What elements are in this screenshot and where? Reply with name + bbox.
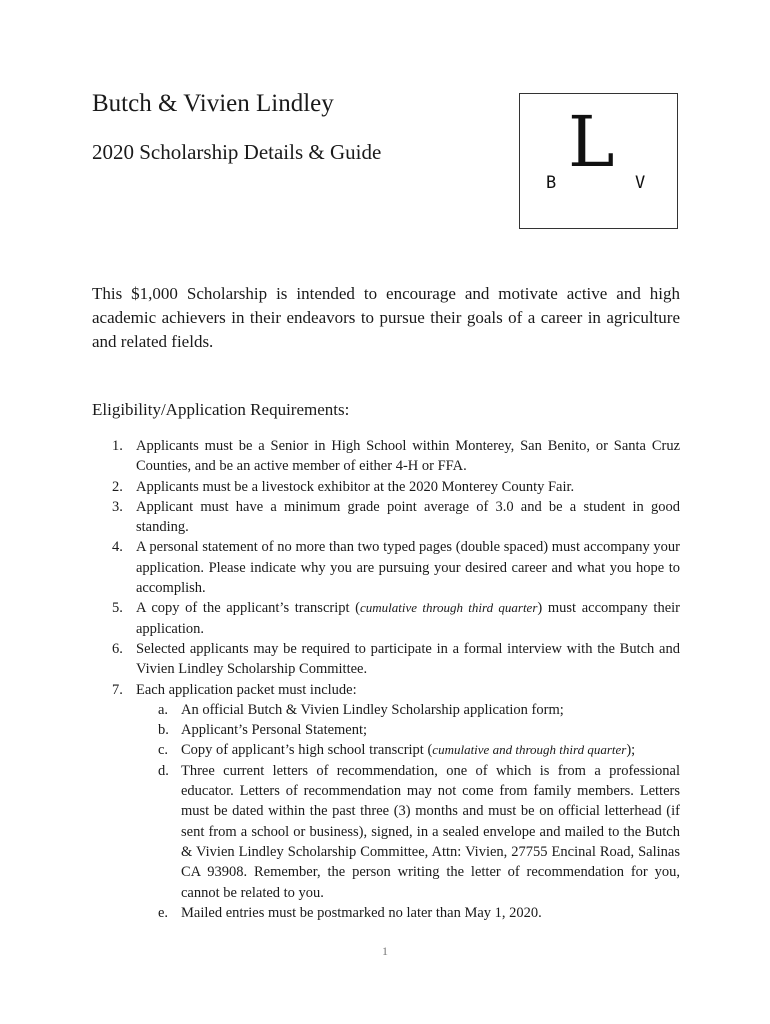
packet-text-after: ); [626, 742, 636, 759]
requirement-text: Each application packet must include: [136, 681, 357, 698]
page-number: 1 [382, 944, 388, 958]
requirement-text: Applicants must be a Senior in High School within Monterey, San Benito, or Santa Cruz Counties, and be an active member of either 4-H or FFA. [136, 438, 680, 475]
requirement-item [92, 497, 680, 538]
packet-text: An official Butch & Vivien Lindley Scholarship application form; [181, 701, 564, 718]
requirement-item [92, 477, 680, 497]
requirement-text: Applicant must have a minimum grade point average of 3.0 and be a student in good standing. [136, 498, 680, 536]
packet-letter: e. [158, 904, 169, 921]
requirement-number: 2. [112, 478, 123, 495]
packet-text: Applicant’s Personal Statement; [181, 722, 368, 739]
requirement-text-after: ) must accompany their application. [136, 600, 680, 637]
packet-item [92, 740, 680, 760]
packet-text: Three current letters of recommendation, one of which is from a professional educator. Letters of recommendation may not come from family members. Letters must be dated within the past three (3) months and must be on official letterhead (if sent from a school or business), signed, in a sealed envelope and mailed to the Butch & Vivien Lindley Scholarship Committee, Attn: Vivien, 27755 Encinal Road, Salinas CA 93908. Remember, the person writing the letter of recommendation for you, cannot be related to you. [181, 762, 680, 901]
requirement-text: A personal statement of no more than two typed pages (double spaced) must accompany your application. Please indicate why you are pursuing your desired career and what you hope to accomplish. [136, 539, 680, 597]
requirement-number: 5. [112, 600, 123, 617]
intro-paragraph: This $1,000 Scholarship is intended to encourage and motivate active and high academic achievers in their endeavors to pursue their goals of a career in agriculture and related fields. [92, 284, 680, 351]
packet-letter: a. [158, 701, 169, 718]
requirement-text-before: A copy of the applicant’s transcript ( [136, 600, 361, 617]
packet-item [92, 903, 680, 923]
packet-item [92, 761, 680, 903]
requirement-italic-note: cumulative through third quarter [360, 600, 538, 616]
packet-item [92, 720, 680, 740]
requirement-item [92, 598, 680, 639]
packet-letter: c. [158, 742, 169, 759]
requirements-list [92, 436, 680, 923]
requirement-number: 3. [112, 498, 123, 515]
logo-letter-b: B [546, 173, 557, 193]
packet-letter: b. [158, 722, 169, 739]
blv-logo [519, 93, 678, 229]
document-subtitle: 2020 Scholarship Details & Guide [92, 140, 382, 164]
packet-text-before: Copy of applicant’s high school transcript ( [181, 742, 433, 759]
packet-text: Mailed entries must be postmarked no later than May 1, 2020. [181, 904, 542, 921]
requirement-number: 4. [112, 539, 123, 556]
document-title: Butch & Vivien Lindley [92, 90, 334, 117]
requirement-number: 6. [112, 640, 123, 657]
packet-item [92, 700, 680, 720]
requirement-number: 1. [112, 438, 123, 454]
requirements-heading: Eligibility/Application Requirements: [92, 400, 350, 419]
requirement-text: Applicants must be a livestock exhibitor at the 2020 Monterey County Fair. [136, 478, 575, 495]
requirement-text: Selected applicants may be required to participate in a formal interview with the Butch and Vivien Lindley Scholarship Committee. [136, 640, 680, 678]
packet-letter: d. [158, 762, 169, 779]
requirement-item [92, 537, 680, 598]
requirement-item [92, 680, 680, 924]
requirement-item [92, 639, 680, 680]
logo-letter-v: V [635, 173, 646, 193]
requirement-item [92, 436, 680, 477]
requirement-number: 7. [112, 681, 123, 698]
logo-letter-l: L [568, 101, 615, 183]
packet-list [136, 700, 680, 923]
packet-italic-note: cumulative and through third quarter [432, 742, 627, 758]
